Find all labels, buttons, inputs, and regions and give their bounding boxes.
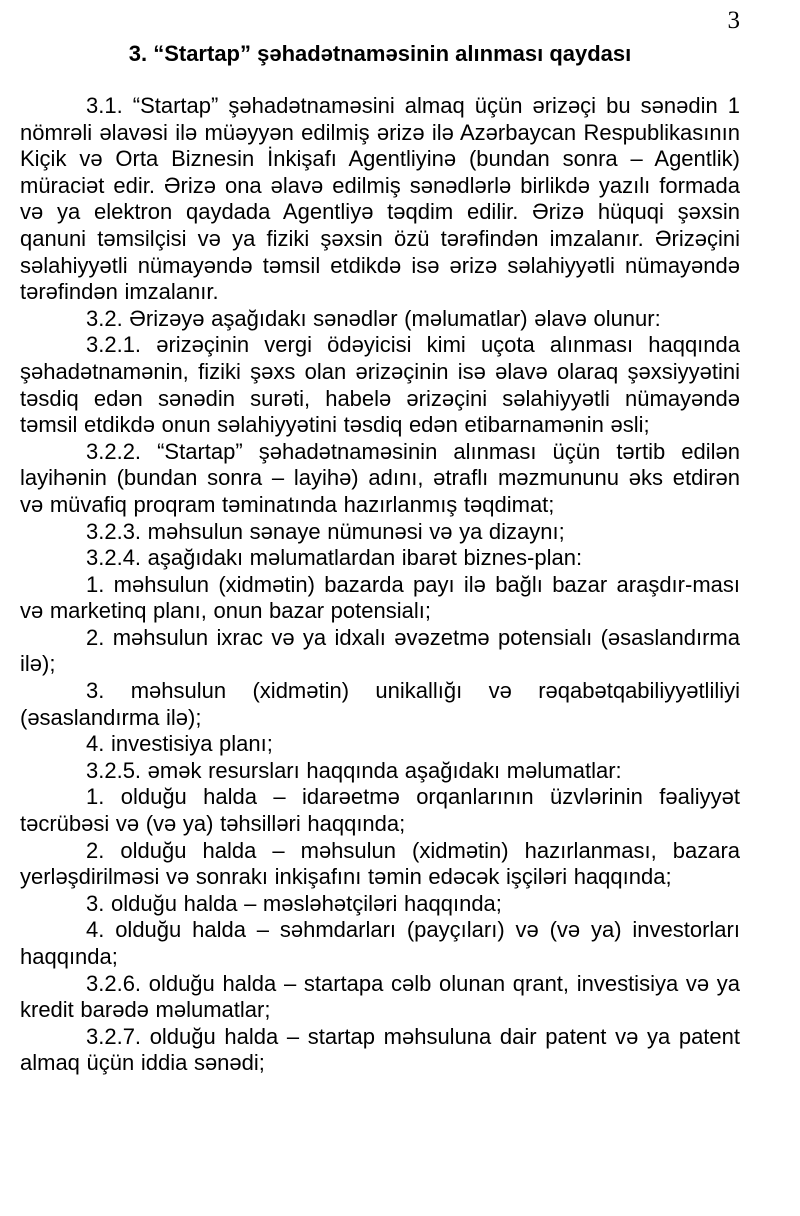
paragraph: 3.2.7. olduğu halda – startap məhsuluna dair patent və ya patent almaq üçün iddia sənədi;	[20, 1023, 740, 1076]
paragraph: 1. məhsulun (xidmətin) bazarda payı ilə bağlı bazar araşdır-ması və marketinq planı, onun bazar potensialı;	[20, 571, 740, 624]
paragraph: 4. olduğu halda – səhmdarları (payçıları) və (və ya) investorları haqqında;	[20, 917, 740, 969]
paragraph: 2. məhsulun ixrac və ya idxalı əvəzetmə potensialı (əsaslandırma ilə);	[20, 624, 740, 677]
paragraph: 3. olduğu halda – məsləhətçiləri haqqında;	[86, 890, 502, 916]
paragraph: 3.2.1. ərizəçinin vergi ödəyicisi kimi uçota alınması haqqında şəhadətnamənin, fiziki şəxs olan ərizəçinin isə əlavə olaraq şəxsiyyətini təsdiq edən sənədin surəti, habelə ərizəçini səlahiyyətli nümayəndə təmsil etdikdə onun səlahiyyətini təsdiq edən etibarnamənin əsli;	[20, 332, 740, 438]
page-number: 3	[727, 7, 740, 34]
paragraph: 3.2. Ərizəyə aşağıdakı sənədlər (məlumatlar) əlavə olunur:	[86, 305, 661, 331]
paragraph: 3. məhsulun (xidmətin) unikallığı və rəqabətqabiliyyətliliyi (əsaslandırma ilə);	[20, 678, 740, 730]
paragraph: 3.2.4. aşağıdakı məlumatlardan ibarət biznes-plan:	[86, 545, 583, 571]
section-title: 3. “Startap” şəhadətnaməsinin alınması qaydası	[128, 41, 632, 66]
paragraph: 1. olduğu halda – idarəetmə orqanlarının üzvlərinin fəaliyyət təcrübəsi və (və ya) təhsilləri haqqında;	[20, 784, 740, 837]
document-body	[20, 93, 740, 1077]
paragraph: 3.2.2. “Startap” şəhadətnaməsinin alınması üçün tərtib edilən layihənin (bundan sonra – layihə) adını, ətraflı məzmununu əks etdirən və müvafiq proqram təminatında hazırlanmış təqdimat;	[20, 438, 740, 517]
paragraph: 3.2.6. olduğu halda – startapa cəlb olunan qrant, investisiya və ya kredit barədə məlumatlar;	[20, 970, 740, 1023]
paragraph: 4. investisiya planı;	[86, 731, 273, 757]
paragraph: 2. olduğu halda – məhsulun (xidmətin) hazırlanması, bazara yerləşdirilməsi və sonrakı inkişafını təmin edəcək işçiləri haqqında;	[20, 837, 740, 890]
paragraph: 3.2.5. əmək resursları haqqında aşağıdakı məlumatlar:	[86, 757, 622, 783]
paragraph: 3.1. “Startap” şəhadətnaməsini almaq üçün ərizəçi bu sənədin 1 nömrəli əlavəsi ilə müəyyən edilmiş ərizə ilə Azərbaycan Respublikasının Kiçik və Orta Biznesin İnkişafı Agentliyinə (bundan sonra – Agentlik) müraciət edir. Ərizə ona əlavə edilmiş sənədlərlə birlikdə yazılı formada və ya elektron qaydada Agentliyə təqdim edilir. Ərizə hüquqi şəxsin qanuni təmsilçisi və ya fiziki şəxsin özü tərəfindən imzalanır. Ərizəçini səlahiyyətli nümayəndə təmsil etdikdə isə ərizə səlahiyyətli nümayəndə tərəfindən imzalanır.	[20, 93, 740, 305]
paragraph: 3.2.3. məhsulun sənaye nümunəsi və ya dizaynı;	[86, 518, 565, 544]
